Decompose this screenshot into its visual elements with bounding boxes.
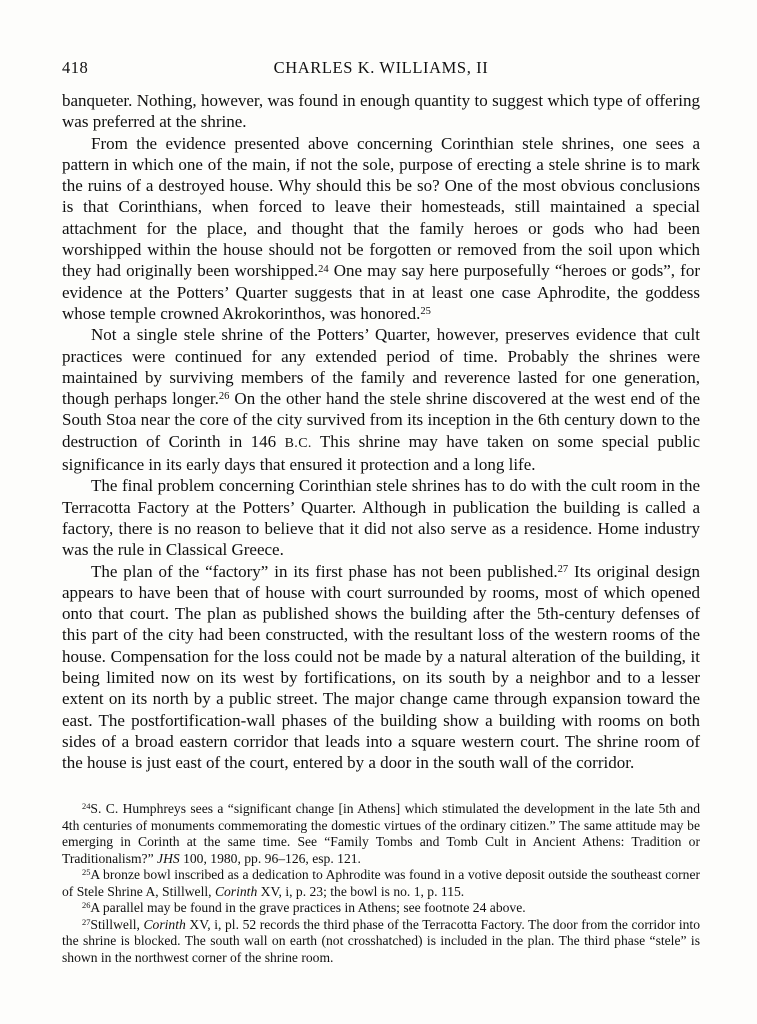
page-header <box>62 59 700 77</box>
italic-text: Corinth <box>214 883 258 899</box>
footnote <box>62 801 700 867</box>
footnote-ref: 27 <box>82 916 91 927</box>
body-paragraph <box>62 90 700 133</box>
text-segment: This shrine may have taken on some special public significance in its early days that ensured it protection and a long life. <box>62 431 700 475</box>
running-head: CHARLES K. WILLIAMS, II <box>273 58 489 77</box>
footnote-ref: 26 <box>218 391 230 403</box>
text-segment: A parallel may be found in the grave practices in Athens; see footnote 24 above. <box>90 900 526 915</box>
text-segment: The plan of the “factory” in its first phase has not been published. <box>91 561 558 581</box>
small-caps-text: B.C. <box>284 435 312 451</box>
text-segment: One may say here purposefully “heroes or gods”, for evidence at the Potters’ Quarter suggests that in at least one case Aphrodite, the goddess whose temple crowned Akrokorinthos, was honored. <box>62 261 701 323</box>
text-segment: On the other hand the stele shrine discovered at the west end of the South Stoa near the core of the city survived from its inception in the 6th century down to the destruction of Corinth in 146 <box>62 389 700 451</box>
text-segment: 100, 1980, pp. 96–126, esp. 121. <box>179 850 361 866</box>
italic-text: JHS <box>157 850 180 866</box>
text-segment: From the evidence presented above concerning Corinthian stele shrines, one sees a pattern in which one of the main, if not the sole, purpose of erecting a stele shrine is to mark the ruins of a destroyed house. Why should this be so? One of the most obvious conclusions is that Corinthians, when forced to leave their homesteads, still maintained a special attachment for the place, and thought that the family heroes or gods who had been worshipped within the house should not be forgotten or removed from the soil upon which they had originally been worshipped. <box>62 133 700 281</box>
footnotes-section <box>62 801 700 966</box>
footnote <box>62 900 700 917</box>
article-body <box>62 90 700 774</box>
footnote-ref: 24 <box>82 801 91 812</box>
footnote <box>62 867 700 900</box>
text-segment: S. C. Humphreys sees a “significant change [in Athens] which stimulated the development in the late 5th and 4th centuries of monuments commemorating the domestic virtues of the ordinary citizen.” The same attitude may be emerging in Corinth at the same time. See “Family Tombs and Tomb Cult in Ancient Athens: Tradition or Traditionalism?” <box>62 801 700 866</box>
footnote-ref: 26 <box>82 900 91 911</box>
text-segment: A bronze bowl inscribed as a dedication to Aphrodite was found in a votive deposit outside the southeast corner of Stele Shrine A, Stillwell, <box>62 867 700 899</box>
body-paragraph <box>62 133 700 325</box>
text-segment: The final problem concerning Corinthian stele shrines has to do with the cult room in the Terracotta Factory at the Potters’ Quarter. Although in publication the building is called a factory, there is no reason to believe that it did not also serve as a residence. Home industry was the rule in Classical Greece. <box>62 476 700 560</box>
footnote-ref: 27 <box>557 563 569 575</box>
text-segment: Not a single stele shrine of the Potters’ Quarter, however, preserves evidence that cult practices were continued for any extended period of time. Probably the shrines were maintained by surviving members of the family and reverence lasted for one generation, though perhaps longer. <box>62 325 700 409</box>
text-segment: XV, i, p. 23; the bowl is no. 1, p. 115. <box>257 883 465 899</box>
page-number: 418 <box>62 58 89 77</box>
text-segment: Stillwell, <box>90 916 144 932</box>
text-segment: banqueter. Nothing, however, was found in enough quantity to suggest which type of offering was preferred at the shrine. <box>62 91 700 132</box>
footnote <box>62 917 700 967</box>
italic-text: Corinth <box>143 916 186 932</box>
body-paragraph <box>62 475 700 560</box>
footnote-ref: 25 <box>420 306 431 318</box>
text-segment: Its original design appears to have been that of house with court surrounded by rooms, most of which opened onto that court. The plan as published shows the building after the 5th-century defenses of this part of the city had been constructed, with the resultant loss of the western rooms of the house. Compensation for the loss could not be made by a natural alteration of the building, it being limited now on its west by fortifications, on its south by a neighbor and to a lesser extent on its north by a public street. The major change came through expansion toward the east. The postfortification-wall phases of the building show a building with rooms on both sides of a broad eastern corridor that leads into a square western court. The shrine room of the house is just east of the court, entered by a door in the south wall of the corridor. <box>62 561 700 773</box>
body-paragraph <box>62 561 700 774</box>
footnote-ref: 24 <box>318 263 329 275</box>
body-paragraph <box>62 324 700 475</box>
footnote-ref: 25 <box>82 867 91 878</box>
text-segment: XV, i, pl. 52 records the third phase of the Terracotta Factory. The door from the corridor into the shrine is blocked. The south wall on earth (not crosshatched) is included in the plan. The third phase “stele” is shown in the northwest corner of the shrine room. <box>62 916 700 965</box>
